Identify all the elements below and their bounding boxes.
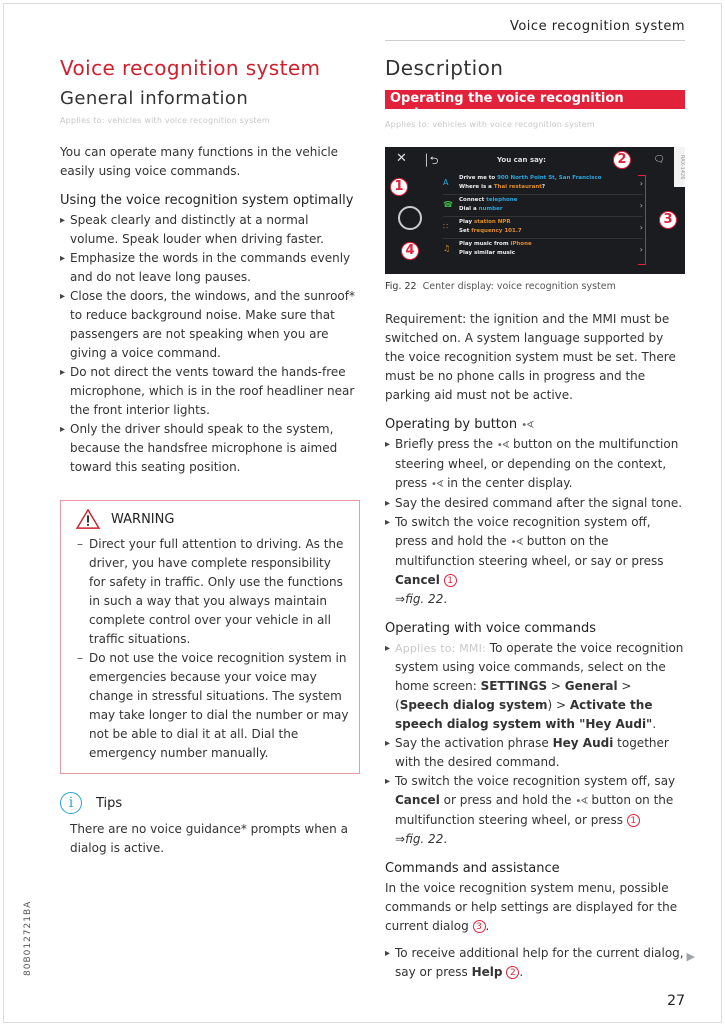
- command-line: [459, 250, 515, 256]
- item-text: To receive additional help for the current dialog, say or press: [395, 946, 684, 979]
- phrase-term: Hey Audi: [552, 736, 614, 750]
- applies-inline: Applies to: MMI:: [395, 642, 486, 655]
- intro-paragraph: You can operate many functions in the vehicle easily using voice commands.: [60, 145, 339, 178]
- command-variable: iPhone: [510, 241, 532, 247]
- command-variable: Thai restaurant: [493, 184, 542, 190]
- list-item: [385, 435, 685, 494]
- chevron-right-icon: ›: [639, 179, 643, 188]
- cancel-term: Cancel: [395, 793, 440, 807]
- command-line: [459, 197, 517, 203]
- item-text: To switch the voice recognition system off, press and hold the: [395, 515, 651, 548]
- command-line: [459, 219, 511, 225]
- list-item: ▸ Only the driver should speak to the system, because the handsfree microphone is aimed toward this seating position.: [60, 420, 360, 477]
- right-column: [385, 56, 685, 982]
- command-text: Play: [459, 219, 474, 225]
- chevron-right-icon: ›: [639, 201, 643, 210]
- optimal-list: [60, 211, 360, 477]
- running-header: Voice recognition system: [509, 19, 685, 34]
- music-icon: ♫: [443, 244, 451, 253]
- command-text: Set: [459, 228, 472, 234]
- section-title: Voice recognition system: [60, 56, 321, 80]
- cancel-term: Cancel: [395, 573, 440, 587]
- button-list: [385, 435, 685, 609]
- microphone-indicator: [398, 206, 422, 230]
- callout-2: 2: [613, 151, 631, 169]
- left-column: [60, 56, 360, 858]
- tips-header: [60, 792, 360, 814]
- figure-caption: [385, 281, 685, 292]
- command-row: [443, 240, 643, 260]
- item-text: ) >: [547, 698, 570, 712]
- command-text: Dial a: [459, 206, 479, 212]
- item-text: in the center display.: [443, 476, 573, 490]
- description-title: Description: [385, 56, 504, 80]
- command-text: Drive me to: [459, 175, 498, 181]
- command-variable: frequency 101.7: [471, 228, 522, 234]
- warning-title: WARNING: [111, 511, 175, 527]
- callout-1: 1: [390, 178, 408, 196]
- item-text: button on the multifunction steering wheel, or press: [395, 793, 674, 827]
- figure-ref-text: fig. 22: [405, 832, 444, 846]
- chevron-right-icon: ›: [639, 245, 643, 254]
- list-item: ▸ Do not direct the vents toward the hands-free microphone, which is in the roof headliner near the front interior lights.: [60, 363, 360, 420]
- close-icon: ✕: [396, 151, 407, 166]
- tips-body: There are no voice guidance* prompts when a dialog is active.: [70, 822, 348, 855]
- callout-4: 4: [401, 242, 419, 260]
- commands-list: [385, 639, 685, 849]
- assist-heading: Commands and assistance: [385, 861, 560, 876]
- warning-header: [75, 509, 349, 529]
- warning-triangle-icon: [75, 509, 101, 529]
- applies-note: Applies to: vehicles with voice recognition system: [60, 116, 270, 125]
- menu-term: Speech dialog system: [399, 698, 548, 712]
- command-line: [459, 184, 545, 190]
- list-item: ▸ To receive additional help for the current dialog, say or press Help 2 .: [385, 944, 685, 982]
- header-rule: [385, 40, 685, 41]
- center-display-figure: [385, 147, 685, 274]
- item-text: >: [547, 679, 565, 693]
- item-text: .: [652, 717, 657, 731]
- list-item: [385, 513, 685, 609]
- callout-bracket: [638, 175, 646, 265]
- menu-term: Activate the speech dialog system with "Hey Audi": [395, 698, 653, 731]
- item-text: Briefly press the: [395, 437, 497, 451]
- command-row: [443, 174, 643, 195]
- list-item: ▸ Emphasize the words in the commands evenly and do not leave long pauses.: [60, 249, 360, 287]
- voice-command-icon: •∢: [496, 440, 510, 451]
- list-item: [385, 772, 685, 849]
- item-text: button on the multifunction steering wheel, or say or press: [395, 534, 664, 568]
- item-text: In the voice recognition system menu, possible commands or help settings are displayed for the current dialog: [385, 881, 678, 933]
- figure-code: RAX-1426: [674, 147, 685, 187]
- radio-icon: ∷: [443, 222, 449, 231]
- item-text: > (: [395, 679, 632, 712]
- warning-item: – Do not use the voice recognition system in emergencies because your voice may change in stressful situations. The system may take longer to dial the number or may not be able to dial it at all. Dial the emergency number manually.: [79, 649, 349, 763]
- voice-command-icon: •∢: [575, 796, 588, 807]
- callout-ref: 3: [473, 920, 486, 933]
- list-item: [385, 639, 685, 734]
- document-code: 80B012721BA: [23, 900, 33, 976]
- callout-ref: 1: [627, 814, 640, 827]
- section-bar: Operating the voice recognition system: [385, 90, 685, 109]
- command-line: [459, 228, 522, 234]
- command-row: [443, 196, 643, 217]
- figure-caption-text: Center display: voice recognition system: [422, 281, 616, 292]
- button-heading: [385, 417, 685, 432]
- figure-ref: ⇒fig. 22.: [395, 832, 448, 846]
- callout-ref: 2: [506, 966, 519, 979]
- item-text: or press and hold the: [439, 793, 576, 807]
- command-variable: number: [478, 206, 503, 212]
- tips-title: Tips: [96, 795, 123, 811]
- info-icon: i: [60, 792, 82, 814]
- warning-item: – Direct your full attention to driving. As the driver, you have complete responsibility for safety in traffic. Only use the functions in such a way that you always maintain complete control over your vehicle in all traffic situations.: [79, 535, 349, 649]
- command-text: Play music from: [459, 241, 511, 247]
- item-text: To switch the voice recognition system off, say: [395, 774, 676, 788]
- command-line: [459, 241, 532, 247]
- command-line: [459, 206, 503, 212]
- callout-ref: 1: [444, 574, 457, 587]
- callout-3: 3: [659, 211, 677, 229]
- display-header-text: You can say:: [497, 156, 546, 164]
- list-item: ▸ Close the doors, the windows, and the sunroof* to reduce background noise. Make sure that passengers are not speaking when you are giving a voice command.: [60, 287, 360, 363]
- applies-note: Applies to: vehicles with voice recognition system: [385, 120, 595, 129]
- voice-command-icon: •∢: [510, 537, 523, 548]
- figure-ref: ⇒fig. 22.: [395, 592, 448, 606]
- figure-ref-text: fig. 22: [405, 592, 444, 606]
- phone-icon: ☎: [443, 200, 453, 209]
- command-variable: 900 North Point St, San Francisco: [497, 175, 602, 181]
- navigation-icon: A: [443, 178, 449, 187]
- help-term: Help: [471, 965, 503, 979]
- command-line: [459, 175, 602, 181]
- next-page-arrow-icon: ▶: [686, 950, 695, 963]
- assist-paragraph: In the voice recognition system menu, possible commands or help settings are displayed for the current dialog 3 .: [385, 881, 678, 933]
- command-variable: telephone: [486, 197, 518, 203]
- item-text: Say the activation phrase: [395, 736, 553, 750]
- command-text: Connect: [459, 197, 487, 203]
- button-heading-text: Operating by button: [385, 417, 518, 432]
- menu-term: General: [564, 679, 618, 693]
- menu-term: SETTINGS: [480, 679, 548, 693]
- page-number: 27: [667, 993, 685, 1009]
- voice-command-icon: •∢: [431, 479, 444, 490]
- list-item: ▸ Speak clearly and distinctly at a normal volume. Speak louder when driving faster.: [60, 211, 360, 249]
- item-text: together with the desired command.: [395, 736, 669, 769]
- figure-label: Fig. 22: [385, 281, 417, 292]
- command-text: Where is a: [459, 184, 494, 190]
- list-item: ▸ Say the desired command after the signal tone.: [385, 494, 685, 513]
- requirement-paragraph: Requirement: the ignition and the MMI must be switched on. A system language supported by the voice recognition system must be set. There must be no phone calls in progress and the parking aid must not be active.: [385, 312, 676, 402]
- item-text: To operate the voice recognition system using voice commands, select on the home screen:: [395, 641, 684, 693]
- help-bubble-icon: 🗨: [653, 155, 665, 165]
- command-variable: station NPR: [473, 219, 511, 225]
- subtitle: General information: [60, 88, 249, 109]
- commands-heading: Operating with voice commands: [385, 621, 597, 636]
- voice-command-icon: •∢: [521, 420, 534, 431]
- optimal-heading: Using the voice recognition system optimally: [60, 193, 354, 208]
- command-text: ?: [541, 184, 546, 190]
- warning-box: [60, 500, 360, 774]
- list-item: [385, 734, 685, 772]
- item-text: button on the multifunction steering wheel, or depending on the context, press: [395, 437, 679, 490]
- assist-list: [385, 944, 685, 982]
- command-text: Play similar music: [459, 250, 516, 256]
- command-row: [443, 218, 643, 239]
- warning-list: [79, 535, 349, 763]
- back-icon: │⮌: [423, 154, 439, 167]
- chevron-right-icon: ›: [639, 223, 643, 232]
